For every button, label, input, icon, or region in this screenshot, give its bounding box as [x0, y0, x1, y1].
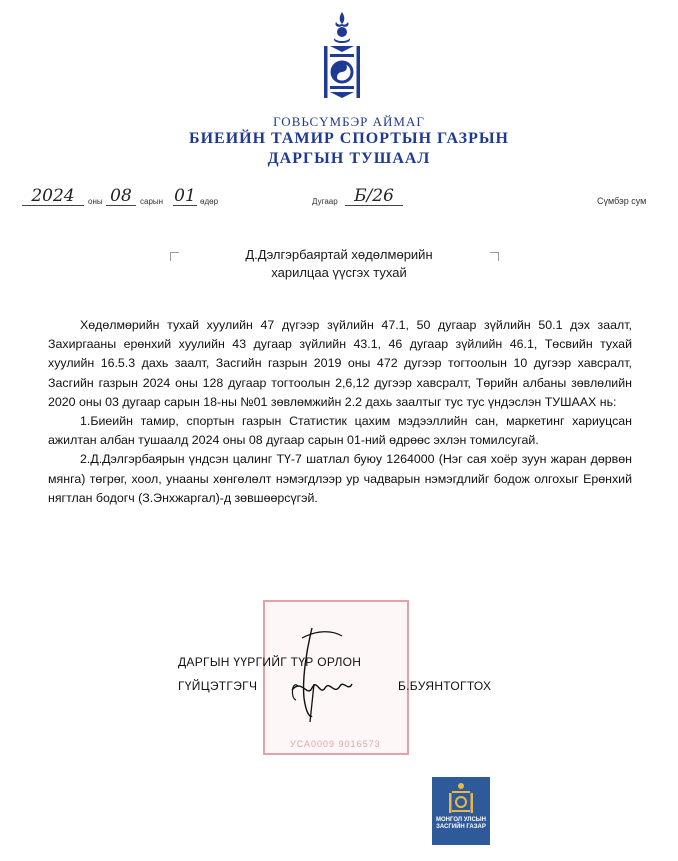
body-paragraph-3: 2.Д.Дэлгэрбаярын үндсэн цалинг ТҮ-7 шатлал буюу 1264000 (Нэг сая хоёр зуун жаран дөрвөн мянга) төгрөг, хоол, унааны хөнгөлөлт нэмэгдлээр ур чадварын нэмэгдлийг бодож олгохыг Ерөнхий нягтлан бодогч (З.Энхжаргал)-д зөвшөөрсүгэй. [48, 452, 632, 505]
soyombo-emblem-icon [318, 10, 366, 106]
place-name: Сүмбэр сум [597, 196, 647, 206]
organization-name: БИЕИЙН ТАМИР СПОРТЫН ГАЗРЫН [189, 130, 509, 147]
month-label: сарын [140, 197, 164, 206]
subject-line-1: Д.Дэлгэрбаяртай хөдөлмөрийн [245, 247, 433, 262]
signatory-title-line-2: ГҮЙЦЭТГЭГЧ [178, 679, 258, 693]
subject-line-2: харилцаа үүсгэх тухай [271, 265, 407, 280]
badge-line-2: ЗАСГИЙН ГАЗАР [436, 824, 486, 830]
subject-block [100, 246, 578, 282]
government-badge-text [432, 817, 490, 831]
government-badge [432, 777, 490, 845]
handwritten-signature [262, 618, 382, 728]
signatory-name: Б.БУЯНТОГТОХ [398, 679, 492, 693]
stamp-number: УСА0009 9016573 [290, 739, 381, 749]
signatory-title-line-1: ДАРГЫН ҮҮРГИЙГ ТҮР ОРЛОН [178, 655, 362, 669]
aimag-name: ГОВЬСҮМБЭР АЙМАГ [273, 114, 425, 129]
number-handwritten: Б/26 [345, 187, 403, 206]
number-label: Дугаар [312, 197, 338, 206]
order-body [48, 316, 632, 508]
badge-line-1: МОНГОЛ УЛСЫН [436, 817, 486, 823]
body-paragraph-2: 1.Биеийн тамир, спортын газрын Статистик цахим мэдээллийн сан, маркетинг хариуцсан ажилтан албан тушаалд 2024 оны 08 дугаар сарын 01-ний өдрөөс эхлэн томилсугай. [48, 414, 632, 448]
body-paragraph-1: Хөдөлмөрийн тухай хуулийн 47 дүгээр зүйлийн 47.1, 50 дугаар зүйлийн 50.1 дэх заалт, Захиргааны ерөнхий хуулийн 43 дугаар зүйлийн 43.1, 46 дугаар зүйлийн 46.1, Төсвийн тухай хуулийн 16.5.3 дахь заалт, Засгийн газрын 2019 оны 472 дугээр тогтоолын 10 дугээр хавсралт, Засгийн газрын 2024 оны 128 дугаар тогтоолын 2,6,12 дугээр хавсралт, Төрийн албаны зөвлөлийн 2020 оны 03 дугаар сарын 18-ны №01 зөвлөмжийн 2.2 дахь заалтыг тус тус үндэслэн ТУШААХ нь: [48, 318, 632, 409]
document-type: ДАРГЫН ТУШААЛ [267, 150, 431, 167]
month-handwritten: 08 [106, 187, 136, 206]
day-handwritten: 01 [174, 186, 196, 206]
year-label: оны [88, 197, 103, 206]
badge-emblem-icon [432, 777, 490, 817]
day-label: өдөр [200, 197, 219, 206]
year-handwritten: 2024 [22, 187, 84, 206]
